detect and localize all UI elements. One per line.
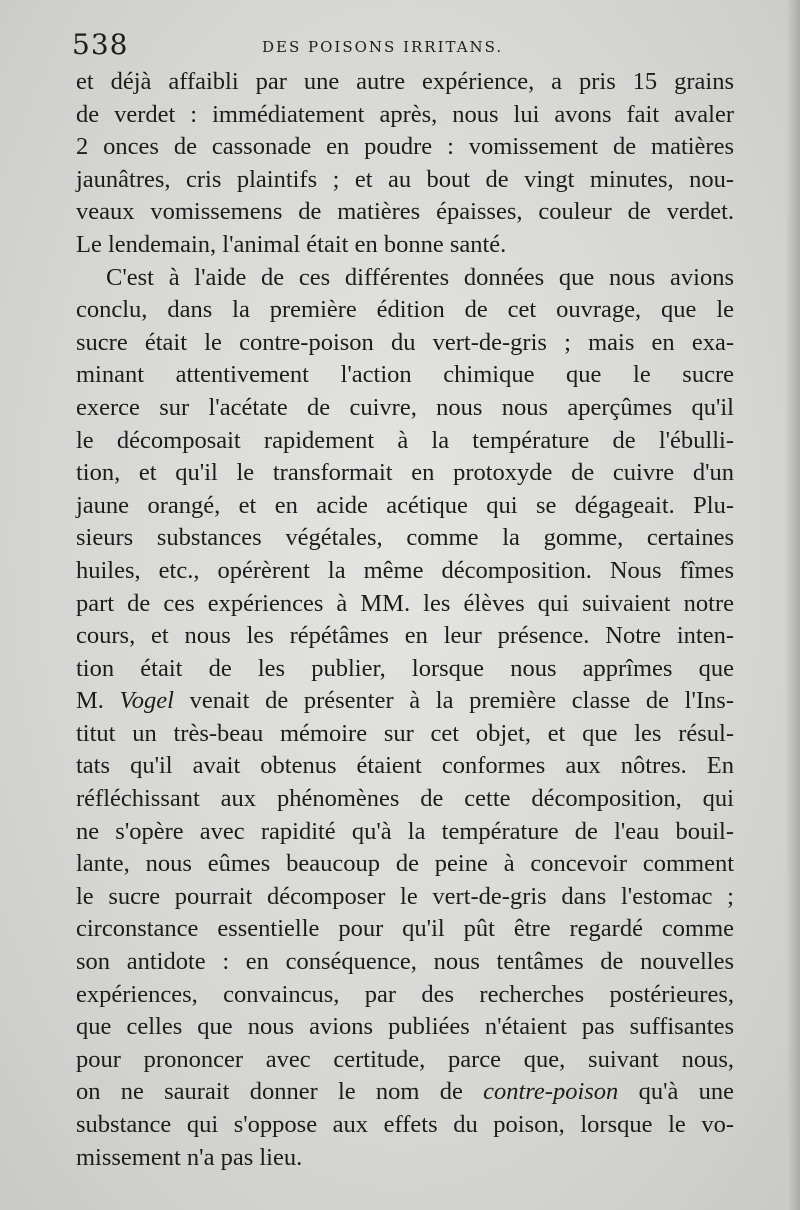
text-line: tion, et qu'il le transformait en protoxyde de cuivre d'un <box>76 459 734 487</box>
text-line-contre-poison <box>76 1076 734 1109</box>
text-line: de verdet : immédiatement après, nous lui avons fait avaler <box>76 100 734 128</box>
text-line: jaunâtres, cris plaintifs ; et au bout de vingt minutes, nou- <box>76 165 734 193</box>
text-line: exerce sur l'acétate de cuivre, nous nous aperçûmes qu'il <box>76 393 734 421</box>
page-edge-shadow <box>786 0 800 1210</box>
text-line: pour prononcer avec certitude, parce que, suivant nous, <box>76 1045 734 1073</box>
text-segment: M. <box>76 687 120 715</box>
text-line: minant attentivement l'action chimique que le sucre <box>76 361 734 389</box>
term-contre-poison: contre-poison <box>483 1078 619 1106</box>
text-line: conclu, dans la première édition de cet ouvrage, que le <box>76 296 734 324</box>
text-line: sieurs substances végétales, comme la gomme, certaines <box>76 524 734 552</box>
text-line: que celles que nous avions publiées n'étaient pas suffisantes <box>76 1013 734 1041</box>
text-segment: on ne saurait donner le nom de <box>76 1078 484 1106</box>
text-segment: venait de présenter à la première classe de l'Ins- <box>173 687 734 715</box>
text-line: réfléchissant aux phénomènes de cette décomposition, qui <box>76 785 734 813</box>
text-line: cours, et nous les répétâmes en leur présence. Notre inten- <box>76 622 734 650</box>
text-line: et déjà affaibli par une autre expérience, a pris 15 grains <box>76 68 734 95</box>
text-line: part de ces expériences à MM. les élèves qui suivaient notre <box>76 589 734 617</box>
body-text <box>76 66 734 1174</box>
running-header <box>72 28 752 68</box>
text-line: lante, nous eûmes beaucoup de peine à concevoir comment <box>76 850 734 878</box>
text-line: sucre était le contre-poison du vert-de-gris ; mais en exa- <box>76 328 734 356</box>
text-line: jaune orangé, et en acide acétique qui se dégageait. Plu- <box>76 491 734 519</box>
page-number: 538 <box>72 28 129 61</box>
text-line: substance qui s'oppose aux effets du poison, lorsque le vo- <box>76 1111 734 1138</box>
text-line: titut un très-beau mémoire sur cet objet, et que les résul- <box>76 719 734 747</box>
text-line: tats qu'il avait obtenus étaient conformes aux nôtres. En <box>76 752 734 780</box>
text-line: 2 onces de cassonade en poudre : vomissement de matières <box>76 133 734 161</box>
paragraph-start-line: C'est à l'aide de ces différentes données que nous avions <box>106 263 734 291</box>
text-line: circonstance essentielle pour qu'il pût être regardé comme <box>76 915 734 943</box>
text-line-vogel <box>76 685 734 718</box>
text-line: son antidote : en conséquence, nous tentâmes de nouvelles <box>76 948 734 976</box>
running-title: DES POISONS IRRITANS. <box>262 38 504 56</box>
author-name-vogel: Vogel <box>119 687 174 715</box>
text-line: Le lendemain, l'animal était en bonne santé. <box>76 230 507 258</box>
text-line: veaux vomissemens de matières épaisses, couleur de verdet. <box>76 198 734 226</box>
text-line: expériences, convaincus, par des recherches postérieures, <box>76 980 734 1008</box>
text-line: tion était de les publier, lorsque nous apprîmes que <box>76 654 734 682</box>
text-segment: qu'à une <box>618 1078 734 1106</box>
text-line: huiles, etc., opérèrent la même décomposition. Nous fîmes <box>76 556 734 584</box>
text-line: missement n'a pas lieu. <box>76 1143 303 1171</box>
text-line: le décomposait rapidement à la température de l'ébulli- <box>76 426 734 454</box>
text-line: ne s'opère avec rapidité qu'à la température de l'eau bouil- <box>76 817 734 845</box>
text-line: le sucre pourrait décomposer le vert-de-gris dans l'estomac ; <box>76 882 734 910</box>
